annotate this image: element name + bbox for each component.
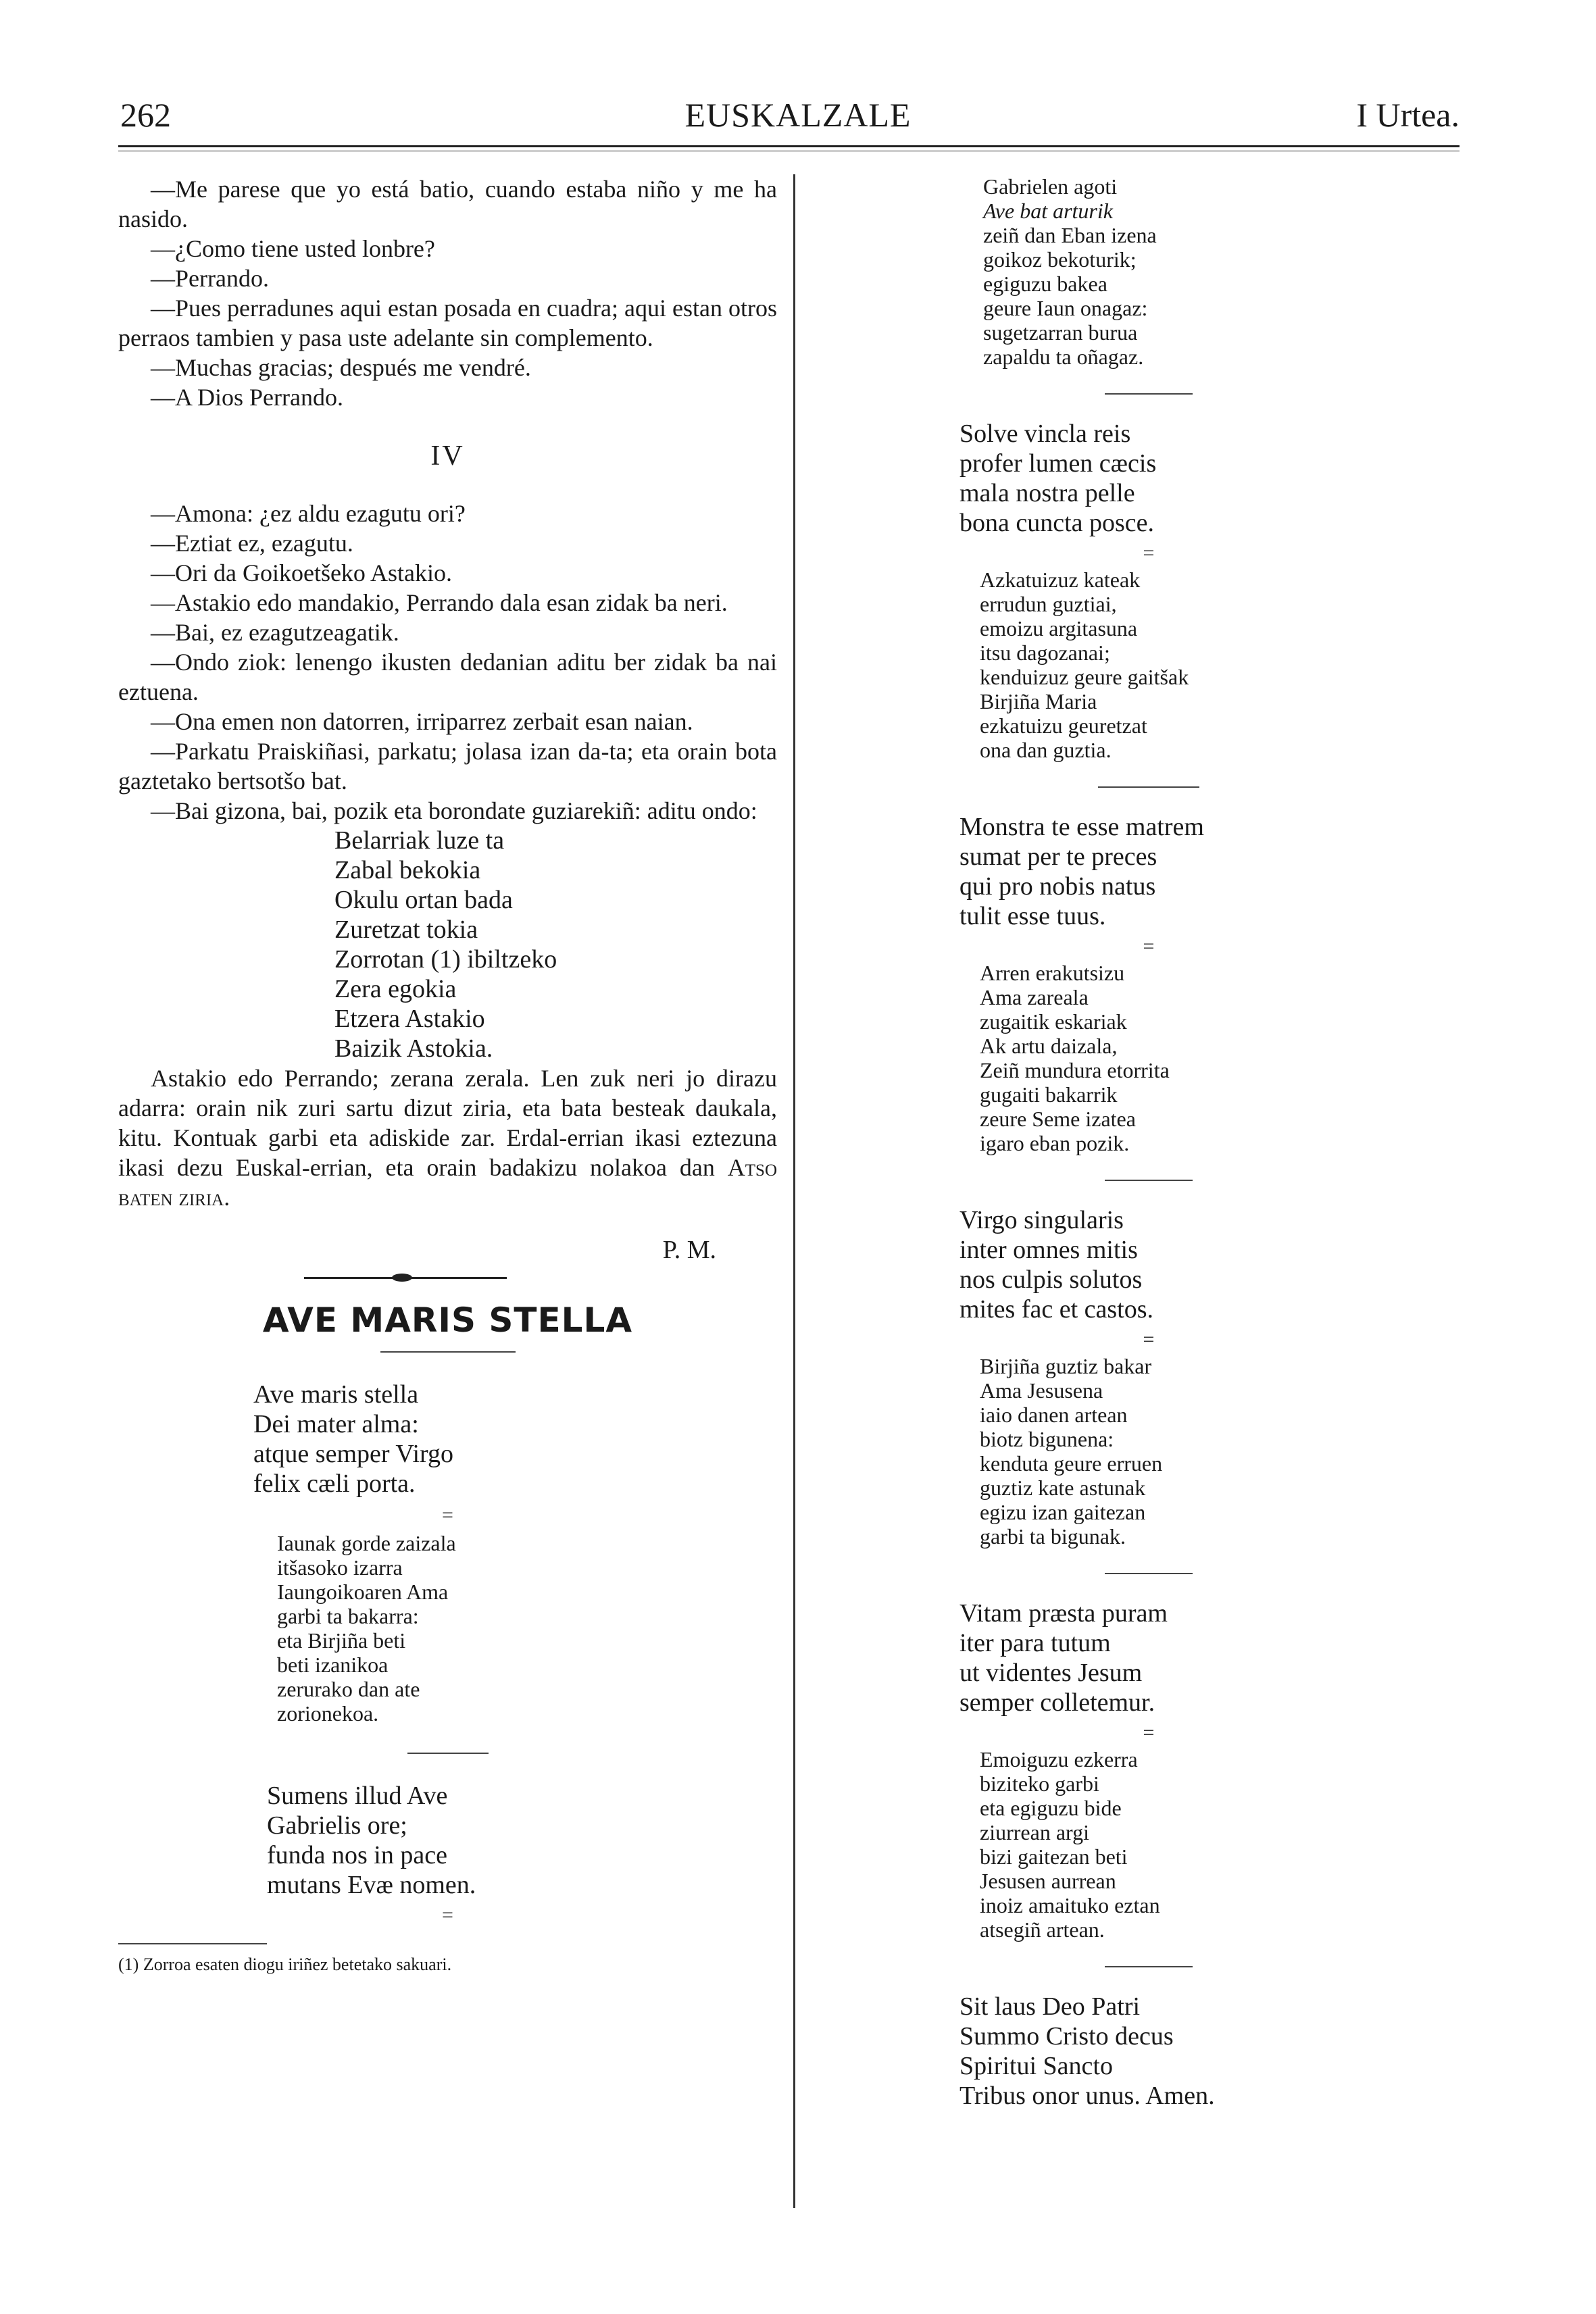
dialogue-line: —Astakio edo mandakio, Perrando dala esan zidak ba neri. — [151, 589, 728, 616]
stanza1-latin — [253, 1380, 777, 1499]
verse-line: mites fac et castos. — [959, 1295, 1154, 1324]
stanza3-basque — [980, 568, 1460, 762]
ornament-dot — [392, 1274, 412, 1282]
verse-line: biziteko garbi — [980, 1771, 1099, 1796]
verse-line: sumat per te preces — [959, 842, 1157, 871]
verse-line: iter para tutum — [959, 1629, 1111, 1657]
equals-separator: = — [1143, 542, 1155, 564]
header-rule — [118, 145, 1460, 147]
stanza5-basque — [980, 1354, 1460, 1549]
verse-line: biotz bigunena: — [980, 1427, 1114, 1451]
verse-line: bizi gaitezan beti — [980, 1844, 1128, 1869]
dialogue-iv — [118, 499, 777, 826]
verse-line: Zuretzat tokia — [334, 915, 478, 944]
verse-line: eta egiguzu bide — [980, 1796, 1122, 1820]
verse-line: kenduta geure erruen — [980, 1451, 1163, 1476]
verse-line: Gabrielis ore; — [267, 1811, 407, 1840]
stanza6-latin — [959, 1599, 1460, 1717]
stanza6-basque — [980, 1747, 1460, 1942]
verse-line: egizu izan gaitezan — [980, 1500, 1146, 1524]
verse-line: Baizik Astokia. — [334, 1034, 493, 1063]
section-numeral: IV — [430, 441, 465, 472]
verse-line: Iaunak gorde zaizala — [277, 1531, 456, 1555]
stanza-divider — [407, 1753, 489, 1754]
stanza-divider — [1105, 393, 1193, 395]
verse-line: Etzera Astakio — [334, 1005, 485, 1033]
verse-line: Spiritui Sancto — [959, 2052, 1113, 2080]
verse-line: Zera egokia — [334, 975, 457, 1003]
verse-line: Ama zareala — [980, 985, 1089, 1009]
stanza-divider — [1105, 1573, 1193, 1574]
verse-line: Okulu ortan bada — [334, 886, 513, 914]
left-column — [118, 174, 777, 1976]
verse-line: Solve vincla reis — [959, 420, 1131, 448]
stanza3-latin — [959, 419, 1460, 538]
verse-line: kenduizuz geure gaitšak — [980, 665, 1189, 689]
verse-line: sugetzarran burua — [983, 320, 1138, 345]
equals-separator: = — [1143, 935, 1155, 957]
verse-line: Ave maris stella — [253, 1380, 419, 1409]
verse-line: geure Iaun onagaz: — [983, 296, 1148, 320]
verse-line: Ave bat arturik — [983, 199, 1113, 223]
verse-line: nos culpis solutos — [959, 1265, 1143, 1294]
verse-line: Ak artu daizala, — [980, 1034, 1118, 1058]
dialogue-line: —Amona: ¿ez aldu ezagutu ori? — [151, 500, 466, 527]
verse-line: gugaiti bakarrik — [980, 1082, 1118, 1107]
verse-line: goikoz bekoturik; — [983, 247, 1137, 272]
verse-belarriak — [334, 826, 777, 1063]
verse-line: errudun guztiai, — [980, 592, 1117, 616]
closing-paragraph — [118, 1063, 777, 1212]
verse-line: ezkatuizu geuretzat — [980, 713, 1147, 738]
verse-line: Dei mater alma: — [253, 1410, 419, 1438]
verse-line: bona cuncta posce. — [959, 509, 1155, 537]
closing-text: Astakio edo Perrando; zerana zerala. Len zuk neri jo dirazu adarra: orain nik zuri sartu dizut ziria, eta bata besteak daukala, kitu. Kontuak garbi eta adiskide zar. Erdal-errian ikasi eztezuna ikasi dezu Euskal-errian, eta orain badakizu nolakoa dan — [118, 1065, 777, 1181]
verse-line: Zabal bekokia — [334, 856, 481, 884]
dialogue-line: —Ona emen non datorren, irriparrez zerbait esan naian. — [151, 708, 693, 735]
verse-line: profer lumen cæcis — [959, 449, 1157, 478]
verse-line: Jesusen aurrean — [980, 1869, 1116, 1893]
verse-line: zugaitik eskariak — [980, 1009, 1127, 1034]
verse-line: inoiz amaituko eztan — [980, 1893, 1160, 1917]
verse-line: tulit esse tuus. — [959, 902, 1106, 930]
stanza1-basque — [277, 1531, 777, 1726]
verse-line: Arren erakutsizu — [980, 961, 1125, 985]
column-divider — [793, 174, 795, 2208]
dialogue-line: —Bai gizona, bai, pozik eta borondate guziarekiñ: aditu ondo: — [151, 797, 757, 824]
verse-line: inter omnes mitis — [959, 1236, 1138, 1264]
stanza4-latin — [959, 812, 1460, 931]
closing-smallcaps: Atso baten ziria. — [118, 1154, 778, 1211]
verse-line: mutans Evæ nomen. — [267, 1871, 476, 1899]
dialogue-line: —¿Como tiene usted lonbre? — [151, 235, 435, 262]
verse-line: eta Birjiña beti — [277, 1628, 406, 1653]
journal-title: EUSKALZALE — [684, 96, 912, 134]
verse-line: zeure Seme izatea — [980, 1107, 1136, 1131]
equals-separator: = — [442, 1504, 453, 1526]
year-label: I Urtea. — [1356, 96, 1460, 134]
footnote-rule — [118, 1943, 267, 1944]
stanza-divider — [1098, 786, 1199, 788]
verse-line: Tribus onor unus. Amen. — [959, 2082, 1215, 2110]
title-underline — [380, 1351, 516, 1353]
verse-line: egiguzu bakea — [983, 272, 1107, 296]
dialogue-line: —Pues perradunes aqui estan posada en cuadra; aqui estan otros perraos tambien y pasa uste adelante sin complemento. — [118, 295, 777, 351]
dialogue-top — [118, 174, 777, 412]
stanza-divider — [1105, 1180, 1193, 1181]
dialogue-line: —Ori da Goikoetšeko Astakio. — [151, 559, 452, 586]
verse-line: zapaldu ta oñagaz. — [983, 345, 1144, 369]
verse-line: emoizu argitasuna — [980, 616, 1138, 640]
equals-separator: = — [442, 1904, 453, 1926]
verse-line: Monstra te esse matrem — [959, 813, 1204, 841]
verse-line: Sit laus Deo Patri — [959, 1992, 1141, 2021]
dialogue-line: —Ondo ziok: lenengo ikusten dedanian aditu ber zidak ba nai eztuena. — [118, 649, 777, 705]
verse-line: Emoiguzu ezkerra — [980, 1747, 1138, 1771]
verse-line: semper colletemur. — [959, 1688, 1155, 1717]
stanza2-latin — [267, 1781, 777, 1900]
dialogue-line: —Me parese que yo está batio, cuando estaba niño y me ha nasido. — [118, 176, 777, 232]
verse-line: funda nos in pace — [267, 1841, 447, 1869]
verse-line: zorionekoa. — [277, 1701, 379, 1726]
verse-line: igaro eban pozik. — [980, 1131, 1130, 1155]
stanza7-latin — [959, 1992, 1460, 2111]
page-number: 262 — [120, 96, 171, 134]
equals-separator: = — [1143, 1328, 1155, 1351]
stanza2-basque — [983, 174, 1460, 369]
dialogue-line: —Muchas gracias; después me vendré. — [151, 354, 531, 381]
verse-line: garbi ta bakarra: — [277, 1604, 419, 1628]
dialogue-line: —Perrando. — [151, 265, 269, 292]
verse-line: Vitam præsta puram — [959, 1599, 1168, 1628]
dialogue-line: —Bai, ez ezagutzeagatik. — [151, 619, 399, 646]
title-ornament — [118, 1267, 777, 1288]
verse-line: Zeiñ mundura etorrita — [980, 1058, 1170, 1082]
verse-line: iaio danen artean — [980, 1403, 1128, 1427]
verse-line: felix cæli porta. — [253, 1469, 416, 1498]
verse-line: zerurako dan ate — [277, 1677, 420, 1701]
verse-line: Belarriak luze ta — [334, 826, 505, 855]
dialogue-line: —A Dios Perrando. — [151, 384, 343, 411]
footnote: (1) Zorroa esaten diogu iriñez betetako sakuari. — [118, 1955, 452, 1974]
verse-line: itsu dagozanai; — [980, 640, 1110, 665]
verse-line: Gabrielen agoti — [983, 174, 1118, 199]
equals-separator: = — [1143, 1721, 1155, 1744]
dialogue-line: —Eztiat ez, ezagutu. — [151, 530, 353, 557]
verse-line: atque semper Virgo — [253, 1440, 454, 1468]
verse-line: ziurrean argi — [980, 1820, 1089, 1844]
verse-line: Sumens illud Ave — [267, 1782, 448, 1810]
dialogue-line: —Parkatu Praiskiñasi, parkatu; jolasa izan da-ta; eta orain bota gaztetako bertsotšo bat. — [118, 738, 777, 795]
verse-line: Virgo singularis — [959, 1206, 1124, 1234]
stanza5-latin — [959, 1205, 1460, 1324]
signature: P. M. — [662, 1236, 716, 1264]
verse-line: ona dan guztia. — [980, 738, 1112, 762]
verse-line: Iaungoikoaren Ama — [277, 1580, 449, 1604]
verse-line: Azkatuizuz kateak — [980, 568, 1141, 592]
verse-line: Birjiña Maria — [980, 689, 1097, 713]
verse-line: Zorrotan (1) ibiltzeko — [334, 945, 557, 974]
verse-line: Summo Cristo decus — [959, 2022, 1174, 2051]
verse-line: garbi ta bigunak. — [980, 1524, 1126, 1549]
verse-line: zeiñ dan Eban izena — [983, 223, 1157, 247]
verse-line: Birjiña guztiz bakar — [980, 1354, 1152, 1378]
right-column — [838, 174, 1460, 2111]
verse-line: Ama Jesusena — [980, 1378, 1103, 1403]
verse-line: ut videntes Jesum — [959, 1659, 1143, 1687]
verse-line: mala nostra pelle — [959, 479, 1135, 507]
stanza4-basque — [980, 961, 1460, 1155]
verse-line: itšasoko izarra — [277, 1555, 403, 1580]
verse-line: beti izanikoa — [277, 1653, 389, 1677]
hymn-title: AVE MARIS STELLA — [262, 1301, 633, 1340]
verse-line: guztiz kate astunak — [980, 1476, 1146, 1500]
verse-line: atsegiñ artean. — [980, 1917, 1105, 1942]
stanza-divider — [1105, 1966, 1193, 1967]
verse-line: qui pro nobis natus — [959, 872, 1156, 901]
